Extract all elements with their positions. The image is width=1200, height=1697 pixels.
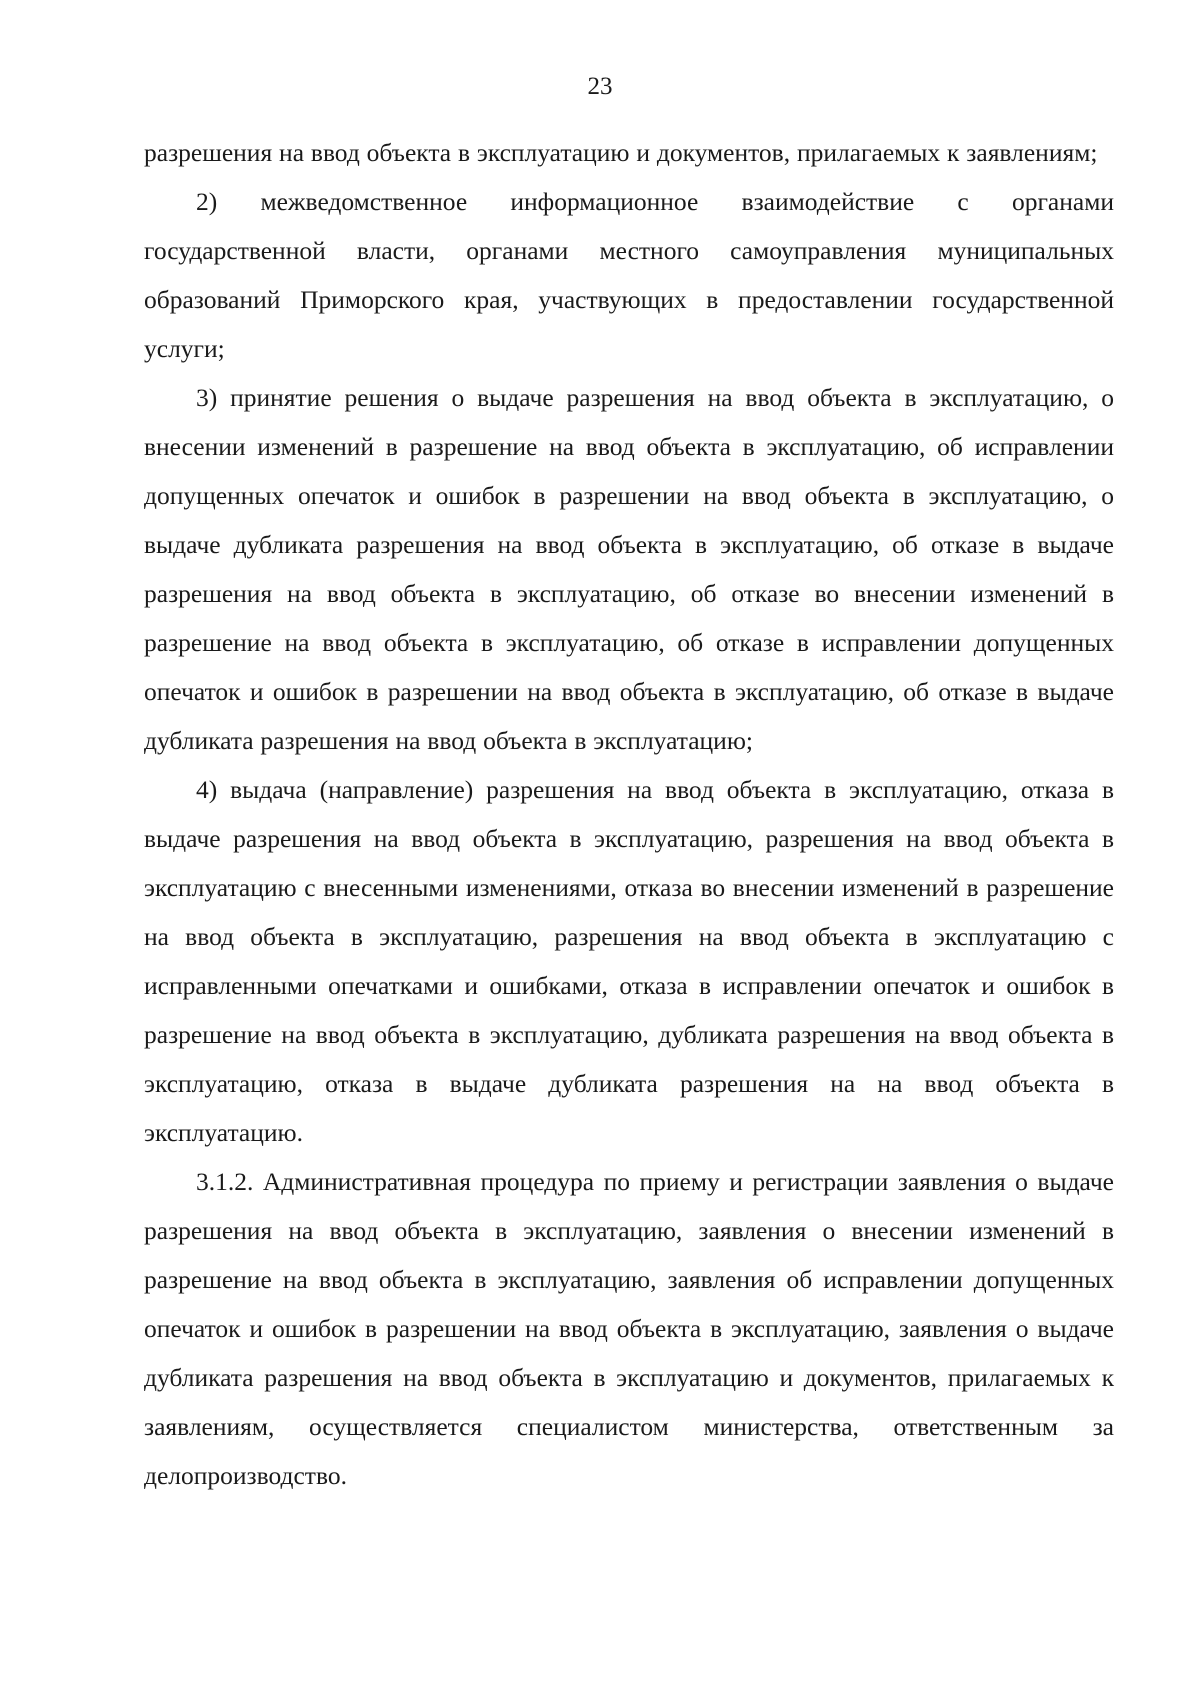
- document-body: [144, 128, 1114, 1500]
- paragraph-item-4: 4) выдача (направление) разрешения на ввод объекта в эксплуатацию, отказа в выдаче разрешения на ввод объекта в эксплуатацию, разрешения на ввод объекта в эксплуатацию с внесенными изменениями, отказа во внесении изменений в разрешение на ввод объекта в эксплуатацию, разрешения на ввод объекта в эксплуатацию с исправленными опечатками и ошибками, отказа в исправлении опечаток и ошибок в разрешение на ввод объекта в эксплуатацию, дубликата разрешения на ввод объекта в эксплуатацию, отказа в выдаче дубликата разрешения на на ввод объекта в эксплуатацию.: [144, 775, 1114, 1147]
- paragraph-continuation: разрешения на ввод объекта в эксплуатацию и документов, прилагаемых к заявлениям;: [144, 138, 1098, 167]
- paragraph-section-3-1-2: 3.1.2. Административная процедура по приему и регистрации заявления о выдаче разрешения на ввод объекта в эксплуатацию, заявления о внесении изменений в разрешение на ввод объекта в эксплуатацию, заявления об исправлении допущенных опечаток и ошибок в разрешении на ввод объекта в эксплуатацию, заявления о выдаче дубликата разрешения на ввод объекта в эксплуатацию и документов, прилагаемых к заявлениям, осуществляется специалистом министерства, ответственным за делопроизводство.: [144, 1167, 1114, 1490]
- paragraph-item-2: 2) межведомственное информационное взаимодействие с органами государственной власти, органами местного самоуправления муниципальных образований Приморского края, участвующих в предоставлении государственной услуги;: [144, 187, 1114, 363]
- page-number: 23: [587, 73, 613, 100]
- paragraph-item-3: 3) принятие решения о выдаче разрешения на ввод объекта в эксплуатацию, о внесении изменений в разрешение на ввод объекта в эксплуатацию, об исправлении допущенных опечаток и ошибок в разрешении на ввод объекта в эксплуатацию, о выдаче дубликата разрешения на ввод объекта в эксплуатацию, об отказе в выдаче разрешения на ввод объекта в эксплуатацию, об отказе во внесении изменений в разрешение на ввод объекта в эксплуатацию, об отказе в исправлении допущенных опечаток и ошибок в разрешении на ввод объекта в эксплуатацию, об отказе в выдаче дубликата разрешения на ввод объекта в эксплуатацию;: [144, 383, 1114, 755]
